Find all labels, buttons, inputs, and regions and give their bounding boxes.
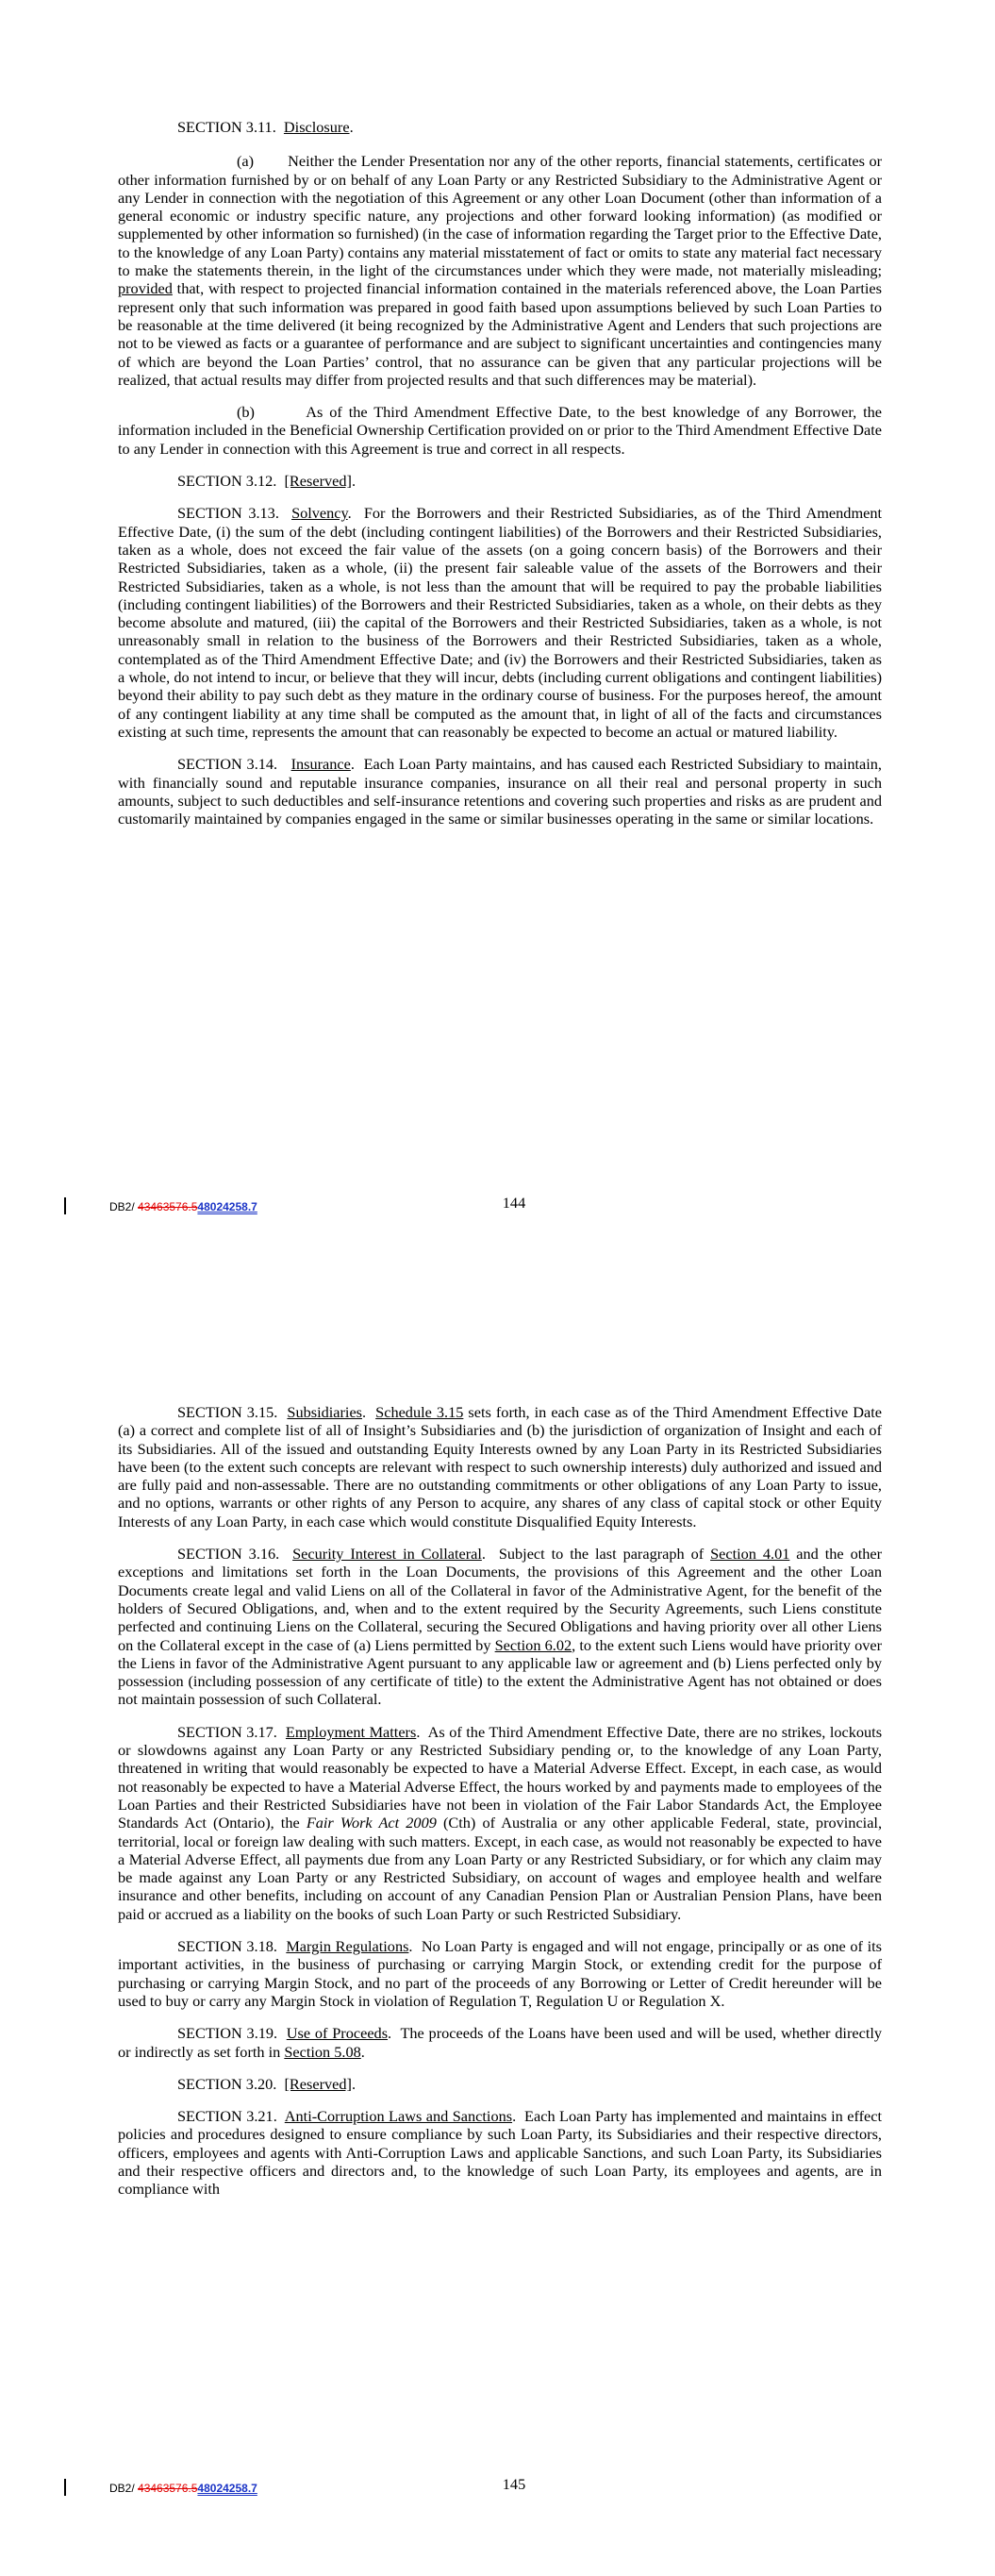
page-145-content bbox=[118, 1403, 882, 2213]
clause-label: (b) bbox=[237, 403, 255, 422]
section-3-14: SECTION 3.14. Insurance. Each Loan Party maintains, and has caused each Restricted Subsidiary to maintain, with financially sound and reputable insurance companies, insurance on all their real and personal property in such amounts, subject to such deductibles and self-insurance retentions and covering such properties and risks as are prudent and customarily maintained by companies engaged in the same or similar businesses operating in the same or similar locations. bbox=[118, 755, 882, 828]
section-text: Each Loan Party has implemented and maintains in effect policies and procedures designed to ensure compliance by such Loan Party, its Subsidiaries and their respective directors, officers, employees and agents with Anti-Corruption Laws and applicable Sanctions, and such Loan Party, its Subsidiaries and their respective officers and directors and, to the knowledge of such Loan Party, its employees and agents, are in compliance with bbox=[118, 2107, 882, 2199]
section-text: No Loan Party is engaged and will not engage, principally or as one of its important activities, in the business of purchasing or carrying Margin Stock, or extending credit for the purpose of purchasing or carrying Margin Stock, and no part of the proceeds of any Borrowing or Letter of Credit hereunder will be used to buy or carry any Margin Stock in violation of Regulation T, Regulation U or Regulation X. bbox=[118, 1937, 882, 2010]
section-title: Anti-Corruption Laws and Sanctions bbox=[284, 2107, 513, 2126]
section-reference: Section 4.01 bbox=[710, 1545, 790, 1564]
inserted-doc-id: 48024258.7 bbox=[197, 2482, 257, 2495]
section-3-17: SECTION 3.17. Employment Matters. As of the Third Amendment Effective Date, there are no strikes, lockouts or slowdowns against any Loan Party or any Restricted Subsidiary pending or, to the knowledge of any Loan Party, threatened in writing that would reasonably be expected to have a Material Adverse Effect. Except, in each case, as would not reasonably be expected to have a Material Adverse Effect, the hours worked by and payments made to employees of the Loan Parties and their Restricted Subsidiaries have not been in violation of the Fair Labor Standards Act, the Employee Standards Act (Ontario), the Fair Work Act 2009 (Cth) of Australia or any other applicable Federal, state, provincial, territorial, local or foreign law dealing with such matters. Except, in each case, as would not reasonably be expected to have a Material Adverse Effect, all payments due from any Loan Party or any Restricted Subsidiary, or for which any claim may be made against any Loan Party or any Restricted Subsidiary, on account of wages and employee health and welfare insurance and other benefits, including on account of any Canadian Pension Plan or Australian Pension Plans, have been paid or accrued as a liability on the books of such Loan Party or such Restricted Subsidiary. bbox=[118, 1722, 883, 1923]
section-text: sets forth, in each case as of the Third Amendment Effective Date (a) a correct and complete list of all of Insight’s Subsidiaries and (b) the jurisdiction of organization of Insight and each of its Subsidiaries. All of the issued and outstanding Equity Interests owned by any Loan Party in its Restricted Subsidiaries have been (to the extent such concepts are relevant with respect to such ownership interests) duly authorized and issued and are fully paid and non-assessable. There are no outstanding commitments or other obligations of any Loan Party to issue, and no options, warrants or other rights of any Person to acquire, any shares of any class of capital stock or other Equity Interests of any Loan Party, in each case which would constitute Disqualified Equity Interests. bbox=[118, 1403, 883, 1531]
section-text: For the Borrowers and their Restricted Subsidiaries, as of the Third Amendment Effective Date, (i) the sum of the debt (including contingent liabilities) of the Borrowers and their Restricted Subsidiaries, taken as a whole, does not exceed the fair value of the assets (on a going concern basis) of the Borrowers and their Restricted Subsidiaries, taken as a whole, (ii) the present fair saleable value of the assets of the Borrowers and their Restricted Subsidiaries, taken as a whole, is not less than the amount that will be required to pay the probable liabilities (including contingent liabilities) of the Borrowers and their Restricted Subsidiaries, taken as a whole, on their debts as they become absolute and matured, (iii) the capital of the Borrowers and their Restricted Subsidiaries, taken as a whole, is not unreasonably small in relation to the business of the Borrowers and their Restricted Subsidiaries, taken as a whole, contemplated as of the Third Amendment Effective Date; and (iv) the Borrowers and their Restricted Subsidiaries, taken as a whole, do not intend to incur, or believe that they will incur, debts (including current obligations and contingent liabilities) beyond their ability to pay such debt as they mature in the ordinary course of business. For the purposes hereof, the amount of any contingent liability at any time shall be computed as the amount that, in light of all of the facts and circumstances existing at such time, represents the amount that can reasonably be expected to become an actual or matured liability. bbox=[118, 504, 882, 741]
section-title: Security Interest in Collateral bbox=[292, 1545, 482, 1564]
page-number: 144 bbox=[502, 1194, 526, 1212]
section-title: [Reserved] bbox=[284, 2074, 352, 2093]
section-3-12: SECTION 3.12. [Reserved]. bbox=[177, 472, 357, 491]
page-number: 145 bbox=[502, 2475, 526, 2493]
clause-text: As of the Third Amendment Effective Date, to the best knowledge of any Borrower, the information included in the Beneficial Ownership Certification provided on or prior to the Third Amendment Effective Date to any Lender in connection with this Agreement is true and correct in all respects. bbox=[118, 403, 882, 458]
clause-label: (a) bbox=[237, 152, 255, 171]
section-label: SECTION 3.13. bbox=[177, 504, 279, 523]
section-text: As of the Third Amendment Effective Date, there are no strikes, lockouts or slowdowns against any Loan Party or any Restricted Subsidiary pending or, to the knowledge of any Loan Party, threatened in writing that would reasonably be expected to have a Material Adverse Effect. Except, in each case, as would not reasonably be expected to have a Material Adverse Effect, the hours worked by and payments made to employees of the Loan Parties and their Restricted Subsidiaries have not been in violation of the Fair Labor Standards Act, the Employee Standards Act (Ontario), the bbox=[118, 1722, 883, 1832]
section-label: SECTION 3.21. bbox=[177, 2107, 277, 2126]
doc-prefix: DB2/ bbox=[109, 1200, 139, 1213]
section-3-13: SECTION 3.13. Solvency. For the Borrowers and their Restricted Subsidiaries, as of the Third Amendment Effective Date, (i) the sum of the debt (including contingent liabilities) of the Borrowers and their Restricted Subsidiaries, taken as a whole, does not exceed the fair value of the assets (on a going concern basis) of the Borrowers and their Restricted Subsidiaries, taken as a whole, (ii) the present fair saleable value of the assets of the Borrowers and their Restricted Subsidiaries, taken as a whole, is not less than the amount that will be required to pay the probable liabilities (including contingent liabilities) of the Borrowers and their Restricted Subsidiaries, taken as a whole, on their debts as they become absolute and matured, (iii) the capital of the Borrowers and their Restricted Subsidiaries, taken as a whole, is not unreasonably small in relation to the business of the Borrowers and their Restricted Subsidiaries, taken as a whole, contemplated as of the Third Amendment Effective Date; and (iv) the Borrowers and their Restricted Subsidiaries, taken as a whole, do not intend to incur, or believe that they will incur, debts (including current obligations and contingent liabilities) beyond their ability to pay such debt as they mature in the ordinary course of business. For the purposes hereof, the amount of any contingent liability at any time shall be computed as the amount that, in light of all of the facts and circumstances existing at such time, represents the amount that can reasonably be expected to become an actual or matured liability. bbox=[118, 504, 882, 741]
section-text: and the other exceptions and limitations set forth in the Loan Documents, the provisions of this Agreement and the other Loan Documents create legal and valid Liens on all of the Collateral in favor of the Administrative Agent, for the benefit of the holders of Secured Obligations, and, when and to the extent required by the Security Agreements, such Liens constitute perfected and continuing Liens on the Collateral, securing the Secured Obligations and having priority over all other Liens on the Collateral except in the case of (a) Liens permitted by bbox=[118, 1545, 883, 1654]
section-reference: Section 5.08 bbox=[284, 2042, 361, 2061]
clause-text: that, with respect to projected financial information contained in the materials referenced above, the Loan Parties represent only that such information was prepared in good faith based upon assumptions believed by such Loan Parties to be reasonable at the time delivered (it being recognized by the Administrative Agent and Lenders that such projections are not to be viewed as facts or a guarantee of performance and are subject to significant uncertainties and contingencies many of which are beyond the Loan Parties’ control, that no assurance can be given that any particular projections will be realized, that actual results may differ from projected results and that such differences may be material). bbox=[118, 279, 882, 389]
section-text: (Cth) of Australia or any other applicable Federal, state, provincial, territorial, local or foreign law dealing with such matters. Except, in each case, as would not reasonably be expected to have a Material Adverse Effect, all payments due from any Loan Party or any Restricted Subsidiary, or for which any claim may be made against any Loan Party or any Restricted Subsidiary, on account of wages and employee health and welfare insurance and other benefits, including on account of any Canadian Pension Plan or Australian Pension Plans, have been paid or accrued as a liability on the books of such Loan Party or such Restricted Subsidiary. bbox=[118, 1814, 883, 1923]
section-text: , to the extent such Liens would have priority over the Liens in favor of the Administrative Agent pursuant to any applicable law or agreement and (b) Liens perfected only by possession (including possession of any certificate of title) to the extent the Administrative Agent has not obtained or does not maintain possession of such Collateral. bbox=[118, 1635, 883, 1709]
section-3-11-b bbox=[118, 403, 882, 458]
section-title: Solvency bbox=[291, 504, 348, 523]
section-title: Employment Matters bbox=[285, 1722, 417, 1741]
deleted-doc-id: 43463576.5 bbox=[138, 1200, 198, 1213]
section-reference: Section 6.02 bbox=[494, 1635, 572, 1654]
page-145 bbox=[0, 1288, 995, 2576]
section-title: Use of Proceeds bbox=[286, 2024, 389, 2043]
section-label: SECTION 3.18. bbox=[177, 1937, 277, 1956]
section-3-18: SECTION 3.18. Margin Regulations. No Loan Party is engaged and will not engage, principally or as one of its important activities, in the business of purchasing or carrying Margin Stock, or extending credit for the purpose of purchasing or carrying Margin Stock, and no part of the proceeds of any Borrowing or Letter of Credit hereunder will be used to buy or carry any Margin Stock in violation of Regulation T, Regulation U or Regulation X. bbox=[118, 1937, 882, 2010]
section-3-11-heading: SECTION 3.11. Disclosure. bbox=[177, 118, 354, 136]
doc-prefix: DB2/ bbox=[109, 2482, 139, 2495]
section-title: Disclosure bbox=[283, 118, 350, 136]
section-label: SECTION 3.14. bbox=[177, 755, 278, 774]
section-title: Insurance bbox=[290, 755, 351, 774]
deleted-doc-id: 43463576.5 bbox=[138, 2482, 198, 2495]
inserted-doc-id: 48024258.7 bbox=[197, 1200, 257, 1213]
schedule-reference: Schedule 3.15 bbox=[375, 1403, 464, 1421]
section-text: The proceeds of the Loans have been used and will be used, whether directly or indirectly as set forth in bbox=[118, 2024, 883, 2061]
page-145-footer bbox=[0, 2475, 995, 2503]
section-text-end: . bbox=[360, 2042, 365, 2061]
section-text: Subject to the last paragraph of bbox=[498, 1545, 705, 1564]
section-label: SECTION 3.12. bbox=[177, 472, 277, 491]
page-144-content bbox=[118, 118, 882, 842]
statute-name: Fair Work Act 2009 bbox=[306, 1814, 437, 1832]
section-label: SECTION 3.16. bbox=[177, 1545, 280, 1564]
section-3-15: SECTION 3.15. Subsidiaries. Schedule 3.15 sets forth, in each case as of the Third Amendment Effective Date (a) a correct and complete list of all of Insight’s Subsidiaries and (b) the jurisdiction of organization of Insight and each of its Subsidiaries. All of the issued and outstanding Equity Interests owned by any Loan Party in its Restricted Subsidiaries have been (to the extent such concepts are relevant with respect to such ownership interests) duly authorized and issued and are fully paid and non-assessable. There are no outstanding commitments or other obligations of any Loan Party to issue, and no options, warrants or other rights of any Person to acquire, any shares of any class of capital stock or other Equity Interests of any Loan Party, in each case which would constitute Disqualified Equity Interests. bbox=[118, 1403, 883, 1531]
section-3-11-a bbox=[118, 152, 882, 389]
section-title: Margin Regulations bbox=[286, 1937, 409, 1956]
clause-text: Neither the Lender Presentation nor any of the other reports, financial statements, certificates or other information furnished by or on behalf of any Loan Party or any Restricted Subsidiary to the Administrative Agent or any Lender in connection with the negotiation of this Agreement or any other Loan Document (other than information of a general economic or industry specific nature, any projections and other forward looking information) (as modified or supplemented by other information so furnished) (in the case of information regarding the Target prior to the Effective Date, to the knowledge of any Loan Party) contains any material misstatement of fact or omits to state any material fact necessary to make the statements therein, in the light of the circumstances under which they were made, not materially misleading; bbox=[118, 152, 883, 280]
section-label: SECTION 3.19. bbox=[177, 2024, 278, 2043]
section-text: Each Loan Party maintains, and has caused each Restricted Subsidiary to maintain, with financially sound and reputable insurance companies, insurance on all their real and personal property in such amounts, subject to such deductibles and self-insurance retentions and covering such properties and risks as are prudent and customarily maintained by companies engaged in the same or similar businesses operating in the same or similar locations. bbox=[118, 755, 882, 828]
section-3-21: SECTION 3.21. Anti-Corruption Laws and Sanctions. Each Loan Party has implemented and maintains in effect policies and procedures designed to ensure compliance by such Loan Party, its Subsidiaries and their respective directors, officers, employees and agents with Anti-Corruption Laws and applicable Sanctions, and such Loan Party, its Subsidiaries and their respective officers and directors and, to the knowledge of such Loan Party, its employees and agents, are in compliance with bbox=[118, 2107, 882, 2199]
section-label: SECTION 3.15. bbox=[177, 1403, 278, 1421]
section-label: SECTION 3.11. bbox=[177, 118, 276, 136]
section-3-19: SECTION 3.19. Use of Proceeds. The proceeds of the Loans have been used and will be used, whether directly or indirectly as set forth in Section 5.08. bbox=[118, 2024, 883, 2061]
section-label: SECTION 3.17. bbox=[177, 1722, 277, 1741]
provided-term: provided bbox=[118, 279, 173, 298]
section-title: [Reserved] bbox=[284, 472, 352, 491]
section-3-16: SECTION 3.16. Security Interest in Collateral. Subject to the last paragraph of Section 4.01 and the other exceptions and limitations set forth in the Loan Documents, the provisions of this Agreement and the other Loan Documents create legal and valid Liens on all of the Collateral in favor of the Administrative Agent, for the benefit of the holders of Secured Obligations, and, when and to the extent required by the Security Agreements, such Liens constitute perfected and continuing Liens on the Collateral, securing the Secured Obligations and having priority over all other Liens on the Collateral except in the case of (a) Liens permitted by Section 6.02, to the extent such Liens would have priority over the Liens in favor of the Administrative Agent pursuant to any applicable law or agreement and (b) Liens perfected only by possession (including possession of any certificate of title) to the extent the Administrative Agent has not obtained or does not maintain possession of such Collateral. bbox=[118, 1545, 883, 1709]
page-144-footer bbox=[0, 1194, 995, 1222]
section-label: SECTION 3.20. bbox=[177, 2074, 277, 2093]
section-title: Subsidiaries bbox=[287, 1403, 363, 1421]
section-3-20: SECTION 3.20. [Reserved]. bbox=[177, 2074, 357, 2093]
